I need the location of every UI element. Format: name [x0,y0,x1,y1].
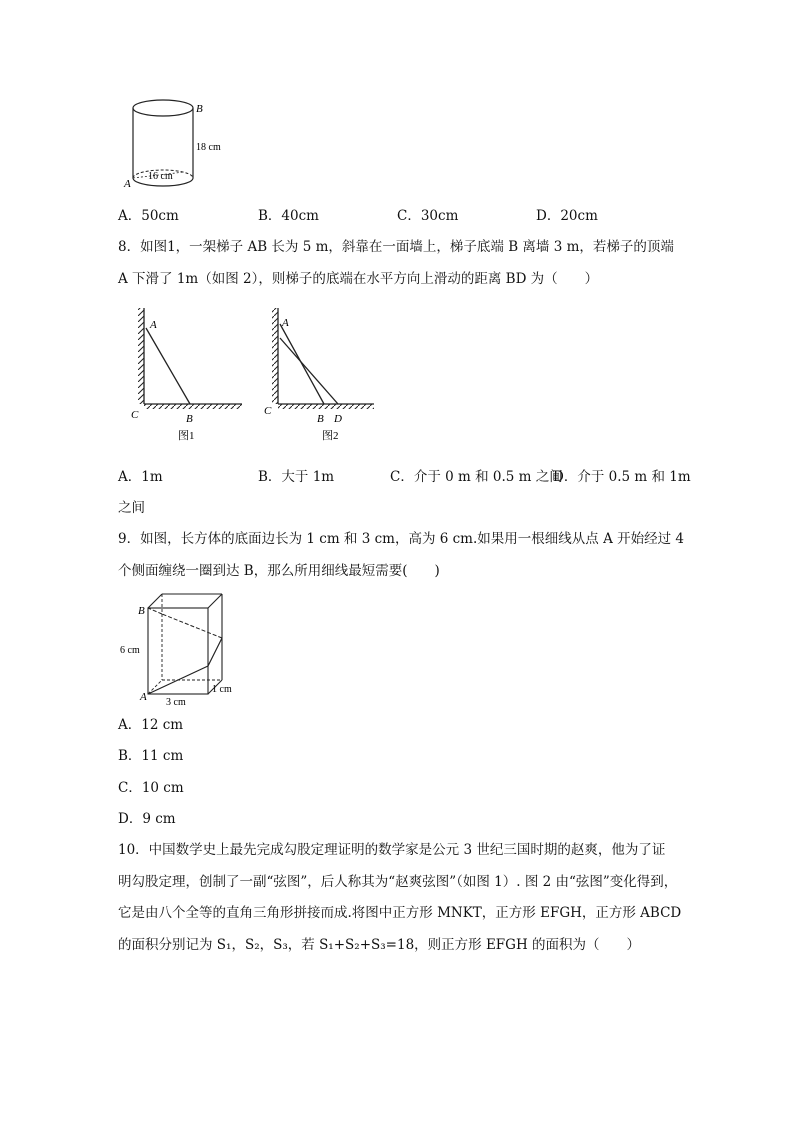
q10-stem-line2: 明勾股定理，创制了一副“弦图”，后人称其为“赵爽弦图”（如图 1）. 图 2 由“弦图”变化得到， [118,874,678,890]
point-a-label: A [124,178,131,190]
fig2-point-d: D [334,413,342,425]
q7-option-c: C．30cm [397,208,459,224]
q8-option-d: D．介于 0.5 m 和 1m [553,469,691,485]
cuboid-figure [118,590,248,708]
q8-stem-line1: 8．如图1，一架梯子 AB 长为 5 m，斜靠在一面墙上，梯子底端 B 离墙 3 m，若梯子的顶端 [118,239,674,255]
fig1-caption: 图1 [178,430,195,442]
q7-option-a: A．50cm [118,208,179,224]
q9-option-d: D．9 cm [118,811,176,827]
fig1-point-b: B [186,413,193,425]
ladder-figure-1 [126,304,246,444]
q8-option-c: C．介于 0 m 和 0.5 m 之间 [390,469,563,485]
q7-option-d: D．20cm [536,208,598,224]
fig2-point-b: B [317,413,324,425]
q9-stem-line2: 个侧面缠绕一圈到达 B，那么所用细线最短需要( ) [118,563,440,579]
q8-stem-line2: A 下滑了 1m（如图 2），则梯子的底端在水平方向上滑动的距离 BD 为（ ） [118,271,599,287]
q9-option-b: B．11 cm [118,748,184,764]
q9-option-c: C．10 cm [118,780,184,796]
cylinder-figure [118,96,238,192]
base-label: 16 cm [148,171,173,182]
q10-stem-line1: 10．中国数学史上最先完成勾股定理证明的数学家是公元 3 世纪三国时期的赵爽，他为了证 [118,842,666,858]
height-label: 18 cm [196,142,221,153]
point-b-label: B [196,103,203,115]
point-a-label: A [140,691,147,703]
q9-stem-line1: 9．如图，长方体的底面边长为 1 cm 和 3 cm，高为 6 cm.如果用一根细线从点 A 开始经过 4 [118,531,684,547]
q8-option-b: B．大于 1m [258,469,335,485]
q10-stem-line3: 它是由八个全等的直角三角形拼接而成.将图中正方形 MNKT，正方形 EFGH，正方形 ABCD [118,905,682,921]
q8-option-d-wrap: 之间 [118,500,145,516]
fig2-point-c: C [264,405,272,417]
q7-option-b: B．40cm [258,208,319,224]
q9-option-a: A．12 cm [118,717,184,733]
q8-option-a: A．1m [118,469,163,485]
fig1-point-c: C [131,409,139,421]
fig2-point-a: A [282,317,289,329]
q10-stem-line4: 的面积分别记为 S₁，S₂，S₃，若 S₁+S₂+S₃=18，则正方形 EFGH 的面积为（ ） [118,937,641,953]
height-label: 6 cm [120,645,140,656]
depth-label: 1 cm [212,684,232,695]
point-b-label: B [138,605,145,617]
width-label: 3 cm [166,697,186,708]
ladder-figure-2 [262,304,382,444]
fig1-point-a: A [150,319,157,331]
fig2-caption: 图2 [322,430,339,442]
